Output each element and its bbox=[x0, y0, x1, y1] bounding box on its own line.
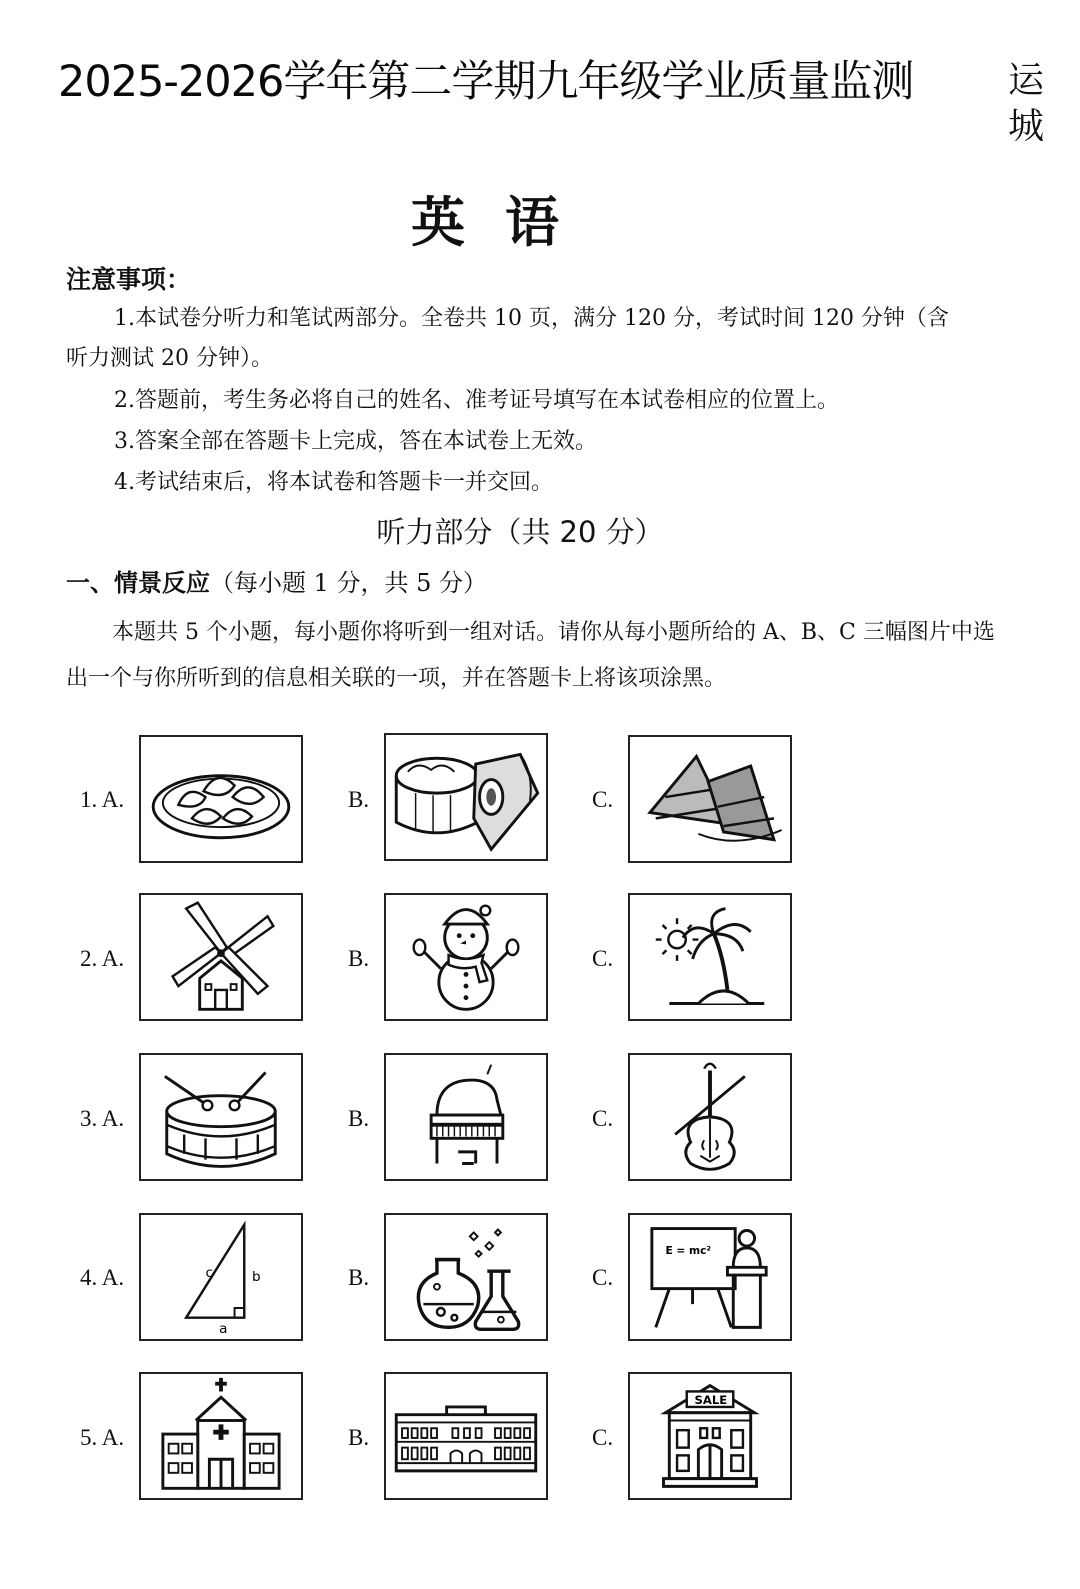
zongzi-icon bbox=[630, 737, 790, 861]
triangle-side-a: a bbox=[219, 1321, 228, 1338]
dumplings-icon bbox=[141, 737, 301, 861]
region-char-2: 城 bbox=[1007, 106, 1044, 147]
q3-option-a[interactable] bbox=[139, 1053, 303, 1181]
q5-option-a[interactable] bbox=[139, 1372, 303, 1500]
triangle-math-icon bbox=[141, 1215, 301, 1339]
q2-label: 2. A. bbox=[80, 946, 125, 971]
drum-icon bbox=[141, 1055, 301, 1179]
region-label bbox=[1004, 58, 1048, 150]
triangle-side-b: b bbox=[252, 1268, 261, 1285]
shop-sale-icon bbox=[630, 1374, 790, 1498]
notice-item-1-cont: 听力测试 20 分钟）。 bbox=[66, 346, 273, 371]
listening-part-header: 听力部分（共 20 分） bbox=[376, 515, 664, 549]
chemistry-flasks-icon bbox=[386, 1215, 546, 1339]
q4-option-b[interactable] bbox=[384, 1213, 548, 1341]
subject-title: 英语 bbox=[411, 191, 599, 254]
museum-building-icon bbox=[386, 1374, 546, 1498]
notice-item-4: 4.考试结束后，将本试卷和答题卡一并交回。 bbox=[114, 470, 553, 495]
q3-b-label: B. bbox=[348, 1106, 370, 1131]
notice-heading: 注意事项： bbox=[66, 265, 192, 294]
q3-option-b[interactable] bbox=[384, 1053, 548, 1181]
q2-b-label: B. bbox=[348, 946, 370, 971]
q2-option-c[interactable] bbox=[628, 893, 792, 1021]
q1-c-label: C. bbox=[592, 787, 614, 812]
snowman-icon bbox=[386, 895, 546, 1019]
q5-c-label: C. bbox=[592, 1425, 614, 1450]
q1-option-b[interactable] bbox=[384, 733, 548, 861]
notice-item-3: 3.答案全部在答题卡上完成，答在本试卷上无效。 bbox=[114, 429, 597, 454]
q2-c-label: C. bbox=[592, 946, 614, 971]
q2-option-a[interactable] bbox=[139, 893, 303, 1021]
notice-item-1: 1.本试卷分听力和笔试两部分。全卷共 10 页，满分 120 分，考试时间 120 分钟（含 bbox=[114, 306, 949, 331]
section-one-title bbox=[66, 563, 487, 598]
q2-option-b[interactable] bbox=[384, 893, 548, 1021]
mooncake-icon bbox=[386, 735, 546, 859]
q1-label: 1. A. bbox=[80, 787, 125, 812]
q1-b-label: B. bbox=[348, 787, 370, 812]
q5-option-c[interactable] bbox=[628, 1372, 792, 1500]
q4-b-label: B. bbox=[348, 1265, 370, 1290]
sale-sign-text: SALE bbox=[694, 1393, 728, 1408]
q5-b-label: B. bbox=[348, 1425, 370, 1450]
triangle-side-c: c bbox=[205, 1265, 213, 1281]
section-one-instructions: 本题共 5 个小题，每小题你将听到一组对话。请你从每小题所给的 A、B、C 三幅图片中选出一个与你所听到的信息相关联的一项，并在答题卡上将该项涂黑。 bbox=[66, 620, 995, 691]
section-one-score: （每小题 1 分，共 5 分） bbox=[210, 569, 488, 597]
region-char-1: 运 bbox=[1007, 60, 1044, 101]
notice-item-2: 2.答题前，考生务必将自己的姓名、准考证号填写在本试卷相应的位置上。 bbox=[114, 388, 839, 413]
q4-option-c[interactable] bbox=[628, 1213, 792, 1341]
violin-icon bbox=[630, 1055, 790, 1179]
q3-label: 3. A. bbox=[80, 1106, 125, 1131]
hospital-icon bbox=[141, 1374, 301, 1498]
q4-option-a[interactable] bbox=[139, 1213, 303, 1341]
q3-c-label: C. bbox=[592, 1106, 614, 1131]
physics-teacher-icon bbox=[630, 1215, 790, 1339]
formula-text: E = mc² bbox=[665, 1243, 712, 1257]
q1-option-a[interactable] bbox=[139, 735, 303, 863]
piano-icon bbox=[386, 1055, 546, 1179]
q1-option-c[interactable] bbox=[628, 735, 792, 863]
q4-label: 4. A. bbox=[80, 1265, 125, 1290]
q5-option-b[interactable] bbox=[384, 1372, 548, 1500]
windmill-icon bbox=[141, 895, 301, 1019]
section-one-name: 一、情景反应 bbox=[66, 569, 210, 597]
q5-label: 5. A. bbox=[80, 1425, 125, 1450]
exam-title: 2025-2026学年第二学期九年级学业质量监测 bbox=[58, 57, 914, 107]
q4-c-label: C. bbox=[592, 1265, 614, 1290]
palm-island-icon bbox=[630, 895, 790, 1019]
q3-option-c[interactable] bbox=[628, 1053, 792, 1181]
